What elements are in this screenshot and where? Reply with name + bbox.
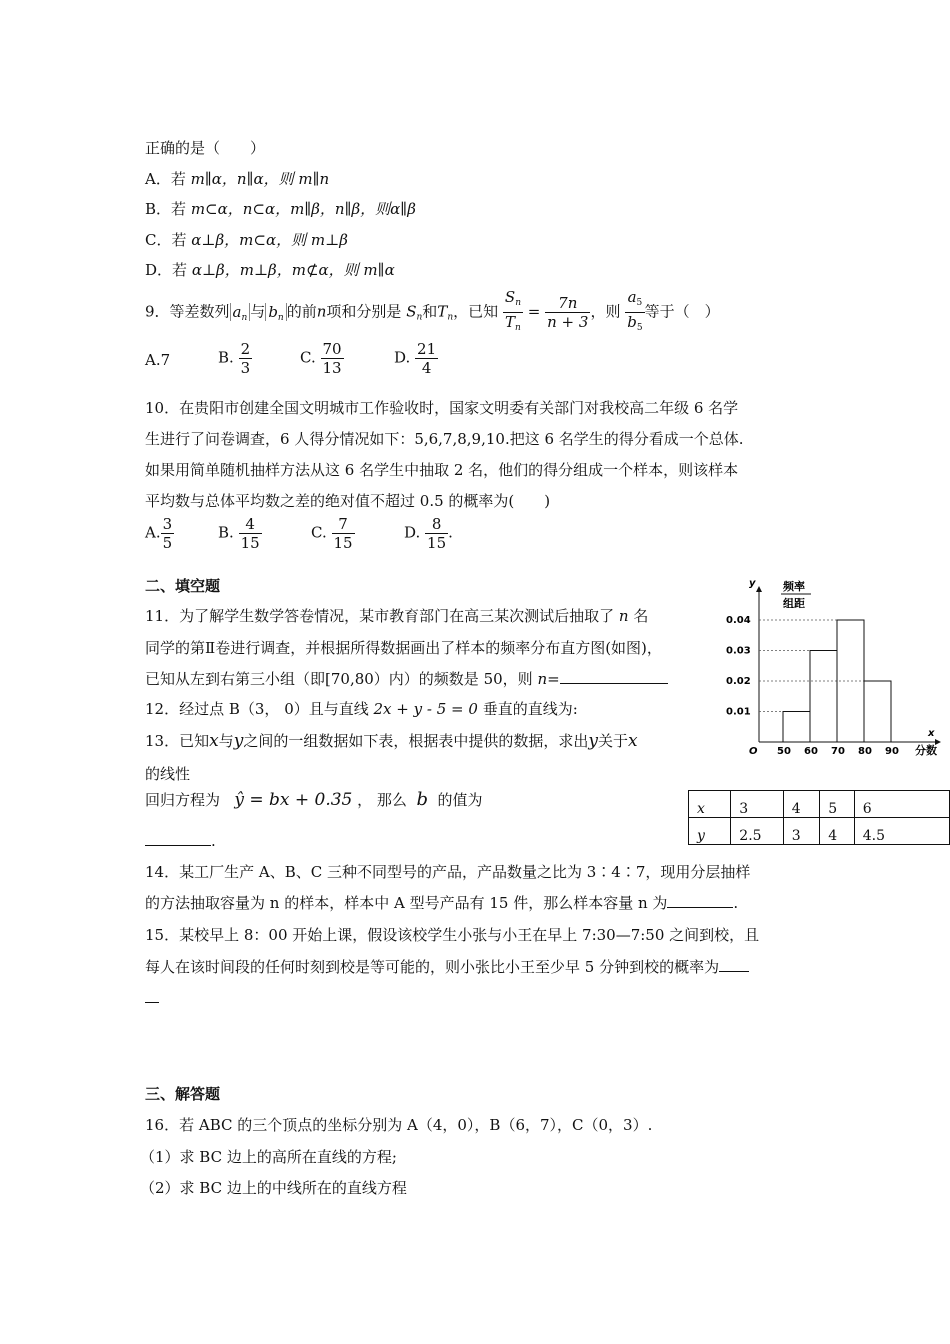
q11-line3-text: 已知从左到右第三小组（即[70,80）内）的频数是 50，则	[145, 670, 533, 688]
table-cell: 4.5	[854, 818, 949, 845]
table-row	[689, 818, 950, 845]
q9-then: ，则	[590, 302, 621, 321]
sub-5: 5	[636, 323, 643, 333]
q13-line3-post: 的值为	[437, 791, 483, 809]
var-x: x	[209, 731, 219, 751]
var-n: n	[618, 607, 629, 625]
histogram-bar	[783, 712, 810, 743]
q12-pre: 12．经过点 B（3， 0）且与直线	[145, 700, 369, 718]
histogram-bar	[864, 681, 891, 742]
var-b: b	[416, 789, 428, 810]
x-tick-label: 90	[885, 746, 899, 757]
q16-part-2: （2）求 BC 边上的中线所在的直线方程	[140, 1179, 407, 1197]
frac-den: 15	[333, 534, 353, 552]
q9-mid4: ，已知	[453, 302, 499, 321]
option-suffix: .	[448, 523, 453, 542]
option-label: B．若	[145, 200, 187, 218]
q11-line-1	[145, 606, 648, 626]
option-label: B.	[218, 348, 234, 367]
q9-mid2: 的前	[286, 302, 317, 321]
xy-data-table	[688, 790, 950, 845]
q9-option-d	[394, 340, 438, 377]
q14-line-2	[145, 893, 738, 913]
answer-blank-continued	[145, 988, 159, 1003]
x-tick-label: 70	[831, 746, 845, 757]
option-label: A.	[145, 523, 161, 542]
q10-option-d	[404, 515, 453, 552]
sub-n: n	[277, 312, 284, 323]
y-tick-label: 0.02	[726, 676, 751, 687]
q9-mid1: 与	[250, 302, 266, 321]
option-text: m⊂α，n⊂α，m∥β，n∥β，则α∥β	[190, 200, 416, 218]
q10-line-2: 生进行了问卷调查，6 人得分情况如下：5,6,7,8,9,10.把这 6 名学生的得分看成一个总体.	[145, 430, 744, 448]
q9-option-c	[300, 340, 344, 377]
answer-blank	[719, 957, 749, 972]
q8-option-d	[145, 260, 395, 280]
y-tick-label: 0.03	[726, 645, 751, 657]
ylabel-top: 频率	[783, 580, 805, 593]
frac-num: 21	[417, 340, 437, 358]
q9-mid3: 项和分别是	[326, 302, 402, 321]
x-tick-label: 50	[777, 746, 791, 757]
q13-line3-pre: 回归方程为	[145, 791, 221, 809]
var-y: y	[588, 731, 598, 751]
x-axis-letter: x	[928, 728, 935, 739]
q16-part-1: （1）求 BC 边上的高所在直线的方程;	[140, 1148, 397, 1166]
var-t: T	[437, 302, 448, 321]
sub-5: 5	[636, 298, 643, 308]
sub-n: n	[241, 312, 248, 323]
y-tick-label: 0.04	[726, 615, 751, 626]
equals-sign: =	[527, 302, 541, 321]
q9-option-a	[145, 350, 170, 370]
histogram-bar	[810, 651, 837, 743]
sub-n: n	[416, 312, 423, 323]
q10-option-a	[145, 515, 174, 552]
frac-den: 4	[421, 359, 432, 377]
q14-end: .	[733, 894, 739, 912]
option-label: D.	[404, 523, 421, 542]
q10-option-b	[218, 515, 262, 552]
frac-den: 13	[322, 359, 342, 377]
q13-about: 关于	[597, 732, 628, 750]
q15-line-3	[145, 988, 159, 1008]
q10-line-3: 如果用简单随机抽样方法从这 6 名学生中抽取 2 名，他们的得分组成一个样本，则该样本	[145, 461, 739, 479]
frac-num: 8	[425, 515, 448, 534]
sub-n: n	[447, 312, 454, 323]
option-label: C.	[300, 348, 316, 367]
option-text: m∥α，n∥α，则 m∥n	[190, 170, 330, 188]
option-text: α⊥β，m⊥β，m⊄α，则 m∥α	[191, 261, 395, 279]
seq-a-braces	[230, 303, 251, 321]
q9-stem	[145, 288, 720, 340]
q13-pre: 13．已知	[145, 732, 210, 750]
q14-line2-text: 的方法抽取容量为 n 的样本，样本中 A 型号产品有 15 件，那么样本容量 n 为	[145, 894, 668, 912]
frac-num: 70	[322, 340, 342, 358]
option-value: 7	[160, 351, 171, 369]
q13-and: 与	[218, 732, 234, 750]
q11-line-3	[145, 669, 668, 689]
option-label: A.	[145, 351, 161, 369]
section-2-heading: 二、填空题	[145, 577, 221, 595]
equals-sign: =	[547, 670, 560, 688]
q10-line-4: 平均数与总体平均数之差的绝对值不超过 0.5 的概率为( )	[145, 492, 551, 510]
q13-line-4	[145, 831, 216, 851]
q11-line1-post: 名	[633, 607, 649, 625]
table-cell: 6	[854, 791, 949, 818]
seq-a: a	[232, 302, 242, 321]
q12-post: 垂直的直线为:	[482, 700, 578, 718]
seq-b: b	[268, 302, 278, 321]
var-s: S	[504, 288, 516, 306]
line-equation: 2x + y - 5 = 0	[373, 700, 478, 718]
q14-line-1: 14．某工厂生产 A、B、C 三种不同型号的产品，产品数量之比为 3∶4∶7，现用分层抽样	[145, 863, 751, 881]
seq-b-braces	[265, 303, 286, 321]
q13-line-2: 的线性	[145, 765, 191, 783]
ylabel-bottom: 组距	[783, 597, 805, 610]
q8-stem-tail: 正确的是（ ）	[145, 139, 266, 157]
table-head-x: x	[689, 791, 731, 818]
xlabel: 分数	[915, 744, 937, 757]
frac-num: 2	[240, 340, 251, 358]
q8-option-c	[145, 230, 348, 250]
q13-end: .	[211, 832, 216, 850]
q15-line-1: 15．某校早上 8：00 开始上课，假设该校学生小张与小王在早上 7:30—7:50 之间到校，且	[145, 926, 760, 944]
q15-line-2	[145, 957, 749, 977]
y-tick-label: 0.01	[726, 706, 751, 718]
var-n: n	[537, 670, 548, 688]
q10-line-1: 10．在贵阳市创建全国文明城市工作验收时，国家文明委有关部门对我校高二年级 6 名学	[145, 399, 739, 417]
table-cell: 4	[820, 818, 855, 845]
q10-option-c	[311, 515, 355, 552]
table-cell: 2.5	[731, 818, 783, 845]
table-cell: 4	[783, 791, 819, 818]
q12-line	[145, 699, 578, 719]
frac-num: 7	[332, 515, 355, 534]
q13-line3-mid: ， 那么	[357, 791, 407, 809]
q9-tail: 等于（ ）	[644, 302, 720, 321]
answer-blank	[145, 831, 211, 846]
frac-den: 15	[427, 534, 447, 552]
answer-blank	[560, 669, 668, 684]
var-t: T	[505, 313, 516, 331]
option-text: α⊥β，m⊂α，则 m⊥β	[191, 231, 348, 249]
y-axis-letter: y	[749, 578, 756, 589]
option-label: A．若	[145, 170, 186, 188]
q8-option-b	[145, 199, 416, 219]
q11-line-2: 同学的第Ⅱ卷进行调查，并根据所得数据画出了样本的频率分布直方图(如图)，	[145, 639, 662, 657]
table-head-y: y	[689, 818, 731, 845]
q11-line1-pre: 11．为了解学生数学答卷情况，某市教育部门在高三某次测试后抽取了	[145, 607, 615, 625]
a5-over-b5	[625, 288, 644, 337]
option-label: D．若	[145, 261, 188, 279]
answer-blank	[667, 893, 733, 908]
ratio-num: 7n	[545, 294, 590, 313]
frac-num: 3	[162, 515, 173, 533]
y-axis-arrow	[756, 586, 762, 592]
option-label: C.	[311, 523, 327, 542]
section-3-heading: 三、解答题	[145, 1085, 221, 1103]
q13-line-1	[145, 731, 638, 751]
q9-and: 和	[422, 302, 438, 321]
table-row	[689, 791, 950, 818]
var-a: a	[627, 288, 637, 306]
frequency-histogram	[725, 570, 950, 765]
sn-over-tn	[503, 288, 523, 337]
var-s: S	[406, 302, 417, 321]
frac-den: 5	[162, 534, 173, 552]
var-n: n	[316, 302, 327, 321]
var-b: b	[627, 313, 637, 331]
option-label: D.	[394, 348, 411, 367]
frac-num: 4	[239, 515, 262, 534]
option-label: C．若	[145, 231, 187, 249]
var-y: y	[233, 731, 244, 751]
option-label: B.	[218, 523, 234, 542]
origin-label: O	[749, 746, 758, 757]
ratio-den: n + 3	[547, 313, 589, 331]
sub-n: n	[515, 298, 521, 308]
var-x: x	[627, 731, 638, 751]
regression-formula: ŷ = bx + 0.35	[234, 790, 353, 810]
q8-option-a	[145, 169, 329, 189]
q9-option-b	[218, 340, 252, 377]
frac-den: 15	[240, 534, 260, 552]
sub-n: n	[515, 323, 521, 333]
q16-line-1: 16．若 ABC 的三个顶点的坐标分别为 A（4，0），B（6，7），C（0，3）.	[145, 1116, 653, 1134]
frac-den: 3	[240, 359, 251, 377]
table-cell: 5	[820, 791, 855, 818]
q15-line2-text: 每人在该时间段的任何时刻到校是等可能的，则小张比小王至少早 5 分钟到校的概率为	[145, 958, 720, 976]
q13-line-3	[145, 790, 483, 810]
table-cell: 3	[783, 818, 819, 845]
x-tick-label: 80	[858, 746, 872, 757]
q9-pre: 9．等差数列	[145, 302, 230, 321]
table-cell: 3	[731, 791, 783, 818]
q13-mid: 之间的一组数据如下表，根据表中提供的数据，求出	[243, 732, 589, 750]
ratio-fraction	[545, 294, 590, 331]
x-tick-label: 60	[804, 746, 818, 757]
